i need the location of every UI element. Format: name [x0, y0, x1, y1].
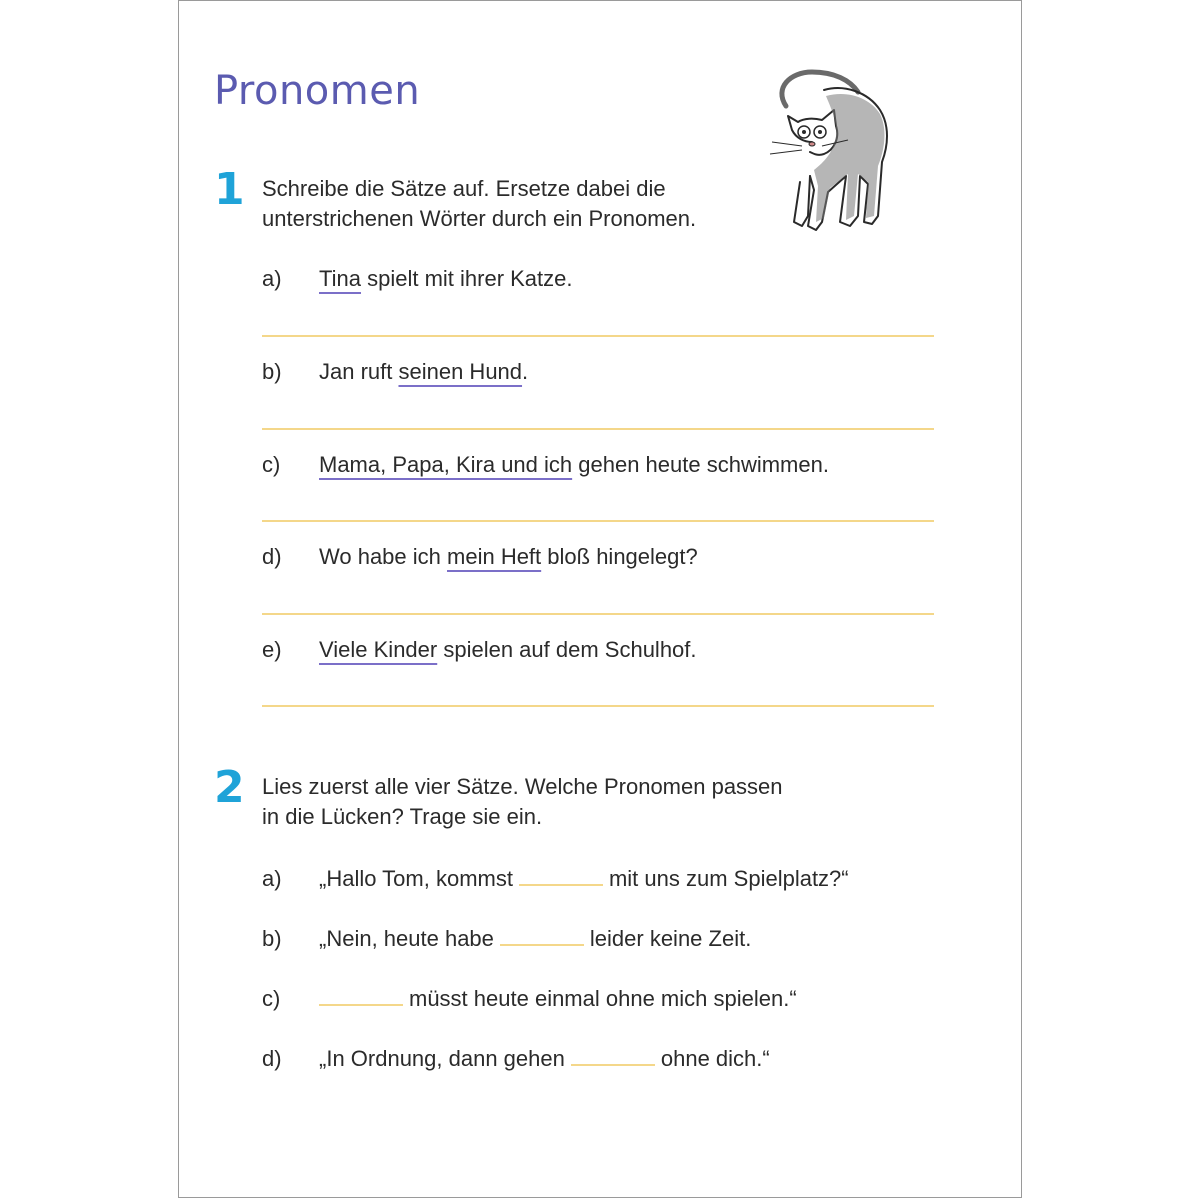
answer-line[interactable]: [262, 428, 934, 430]
task2-number: 2: [214, 762, 245, 813]
task1-item-sentence: [319, 542, 698, 572]
fill-in-blank[interactable]: [519, 864, 603, 886]
task2-item-label: b): [262, 926, 282, 951]
sentence-text: „In Ordnung, dann gehen: [319, 1046, 565, 1071]
task2-item-label: a): [262, 866, 282, 891]
task2-item-sentence: [319, 924, 751, 954]
underlined-words: mein Heft: [447, 544, 542, 569]
task1-item-label: d): [262, 544, 282, 569]
task2-instruction-line: Lies zuerst alle vier Sätze. Welche Pronomen passen: [262, 774, 783, 799]
fill-in-blank[interactable]: [500, 924, 584, 946]
sentence-text: ohne dich.“: [660, 1046, 770, 1071]
underlined-words: seinen Hund: [398, 359, 523, 384]
fill-in-blank[interactable]: [319, 984, 403, 1006]
sentence-text: leider keine Zeit.: [589, 926, 752, 951]
task2-instruction-line: in die Lücken? Trage sie ein.: [262, 804, 543, 829]
underlined-words: Mama, Papa, Kira und ich: [319, 452, 573, 477]
task1-instruction-line: unterstrichenen Wörter durch ein Pronomen.: [262, 206, 697, 231]
task1-item-sentence: [319, 450, 829, 480]
sentence-text: .: [522, 359, 529, 384]
task2-item-label: d): [262, 1046, 282, 1071]
task1-item-sentence: [319, 635, 697, 665]
task1-number: 1: [214, 164, 245, 215]
task1-item-label: b): [262, 359, 282, 384]
fill-in-blank[interactable]: [571, 1044, 655, 1066]
cat-illustration: [764, 66, 904, 238]
task1-item-label: e): [262, 637, 282, 662]
sentence-text: gehen heute schwimmen.: [572, 452, 829, 477]
sentence-text: mit uns zum Spielplatz?“: [608, 866, 849, 891]
task1-item-sentence: [319, 264, 573, 294]
task1-item-label: a): [262, 266, 282, 291]
sentence-text: spielen auf dem Schulhof.: [437, 637, 697, 662]
sentence-text: bloß hingelegt?: [541, 544, 698, 569]
task1-item-label: c): [262, 452, 281, 477]
underlined-words: Tina: [319, 266, 361, 291]
answer-line[interactable]: [262, 520, 934, 522]
task2-item-sentence: [319, 864, 849, 894]
sentence-text: Jan ruft: [319, 359, 399, 384]
sentence-text: Wo habe ich: [319, 544, 448, 569]
task2-instruction: [262, 772, 783, 832]
answer-line[interactable]: [262, 705, 934, 707]
task1-instruction: [262, 174, 696, 234]
task1-instruction-line: Schreibe die Sätze auf. Ersetze dabei die: [262, 176, 666, 201]
sentence-text: spielt mit ihrer Katze.: [360, 266, 573, 291]
sentence-text: „Hallo Tom, kommst: [319, 866, 513, 891]
task2-item-sentence: [319, 1044, 770, 1074]
sentence-text: müsst heute einmal ohne mich spielen.“: [409, 986, 797, 1011]
task2-item-sentence: [319, 984, 797, 1014]
answer-line[interactable]: [262, 335, 934, 337]
answer-line[interactable]: [262, 613, 934, 615]
task2-item-label: c): [262, 986, 281, 1011]
task1-item-sentence: [319, 357, 528, 387]
sentence-text: „Nein, heute habe: [319, 926, 494, 951]
underlined-words: Viele Kinder: [319, 637, 438, 662]
page-title: Pronomen: [214, 68, 421, 114]
